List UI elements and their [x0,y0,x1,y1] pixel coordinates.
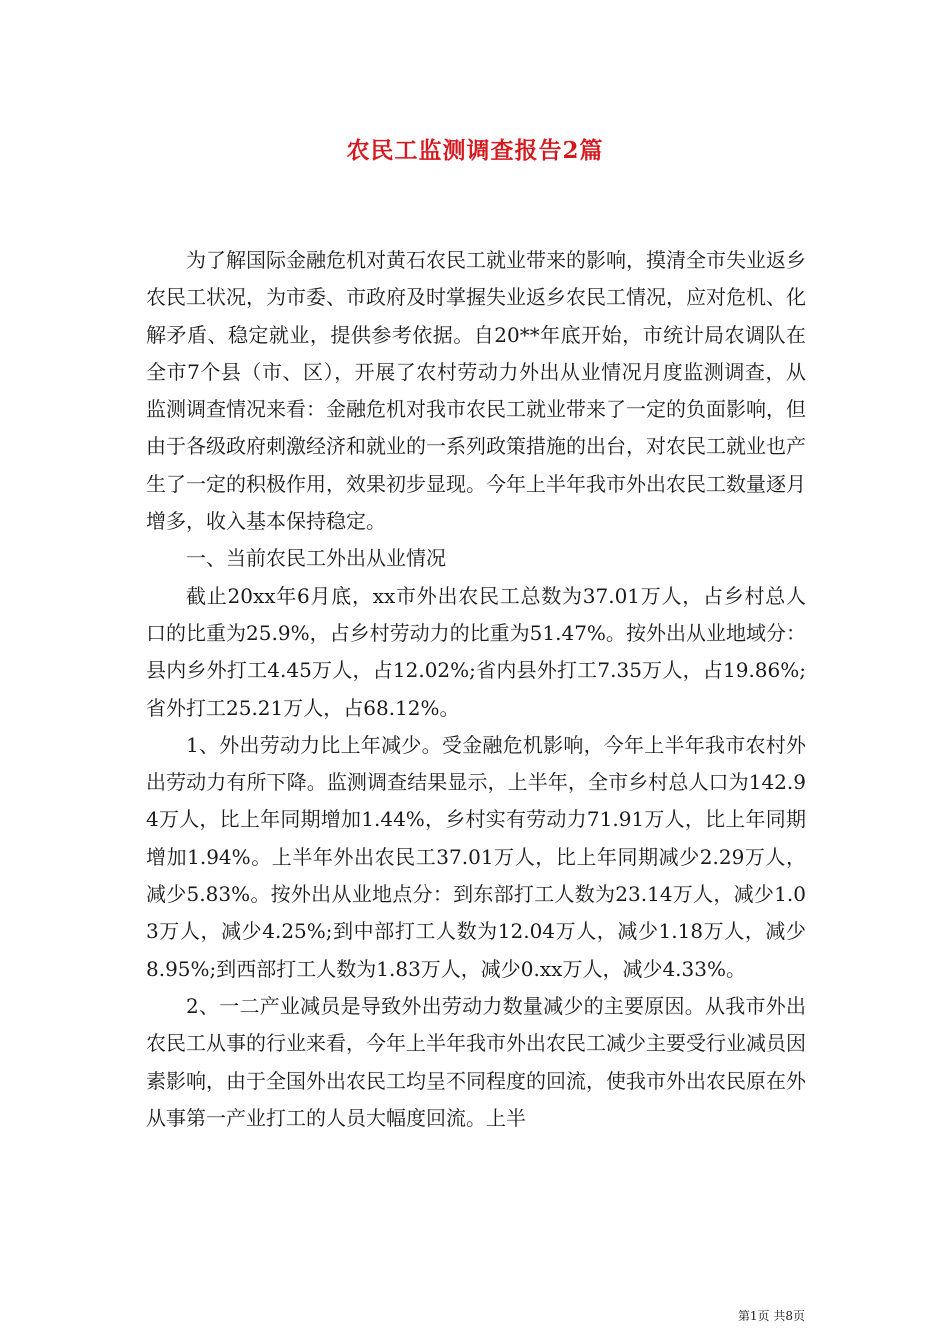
page-number: 第1页 共8页 [737,1309,805,1323]
paragraph-intro: 为了解国际金融危机对黄石农民工就业带来的影响，摸清全市失业返乡农民工状况，为市委、市政府及时掌握失业返乡农民工情况，应对危机、化解矛盾、稳定就业，提供参考依据。自20**年底开始，市统计局农调队在全市7个县（市、区），开展了农村劳动力外出从业情况月度监测调查，从监测调查情况来看：金融危机对我市农民工就业带来了一定的负面影响，但由于各级政府刺激经济和就业的一系列政策措施的出台，对农民工就业也产生了一定的积极作用，效果初步显现。今年上半年我市外出农民工数量逐月增多，收入基本保持稳定。 [146,248,806,534]
paragraph-overview: 截止20xx年6月底，xx市外出农民工总数为37.01万人，占乡村总人口的比重为25.9%，占乡村劳动力的比重为51.47%。按外出从业地域分：县内乡外打工4.45万人，占12.02%;省内县外打工7.35万人，占19.86%;省外打工25.21万人，占68.12%。 [146,583,806,720]
paragraph-point-2: 2、一二产业减员是导致外出劳动力数量减少的主要原因。从我市外出农民工从事的行业来看，今年上半年我市外出农民工减少主要受行业减员因素影响，由于全国外出农民工均呈不同程度的回流，使我市外出农民原在外从事第一产业打工的人员大幅度回流。上半 [146,993,806,1130]
document-body [146,242,806,1137]
paragraph-point-1: 1、外出劳动力比上年减少。受金融危机影响，今年上半年我市农村外出劳动力有所下降。监测调查结果显示，上半年，全市乡村总人口为142.94万人，比上年同期增加1.44%，乡村实有劳动力71.91万人，比上年同期增加1.94%。上半年外出农民工37.01万人，比上年同期减少2.29万人，减少5.83%。按外出从业地点分：到东部打工人数为23.14万人，减少1.03万人，减少4.25%;到中部打工人数为12.04万人，减少1.18万人，减少8.95%;到西部打工人数为1.83万人，减少0.xx万人，减少4.33%。 [146,732,806,981]
section-heading-1: 一、当前农民工外出从业情况 [186,546,446,571]
document-title: 农民工监测调查报告2篇 [346,137,604,164]
